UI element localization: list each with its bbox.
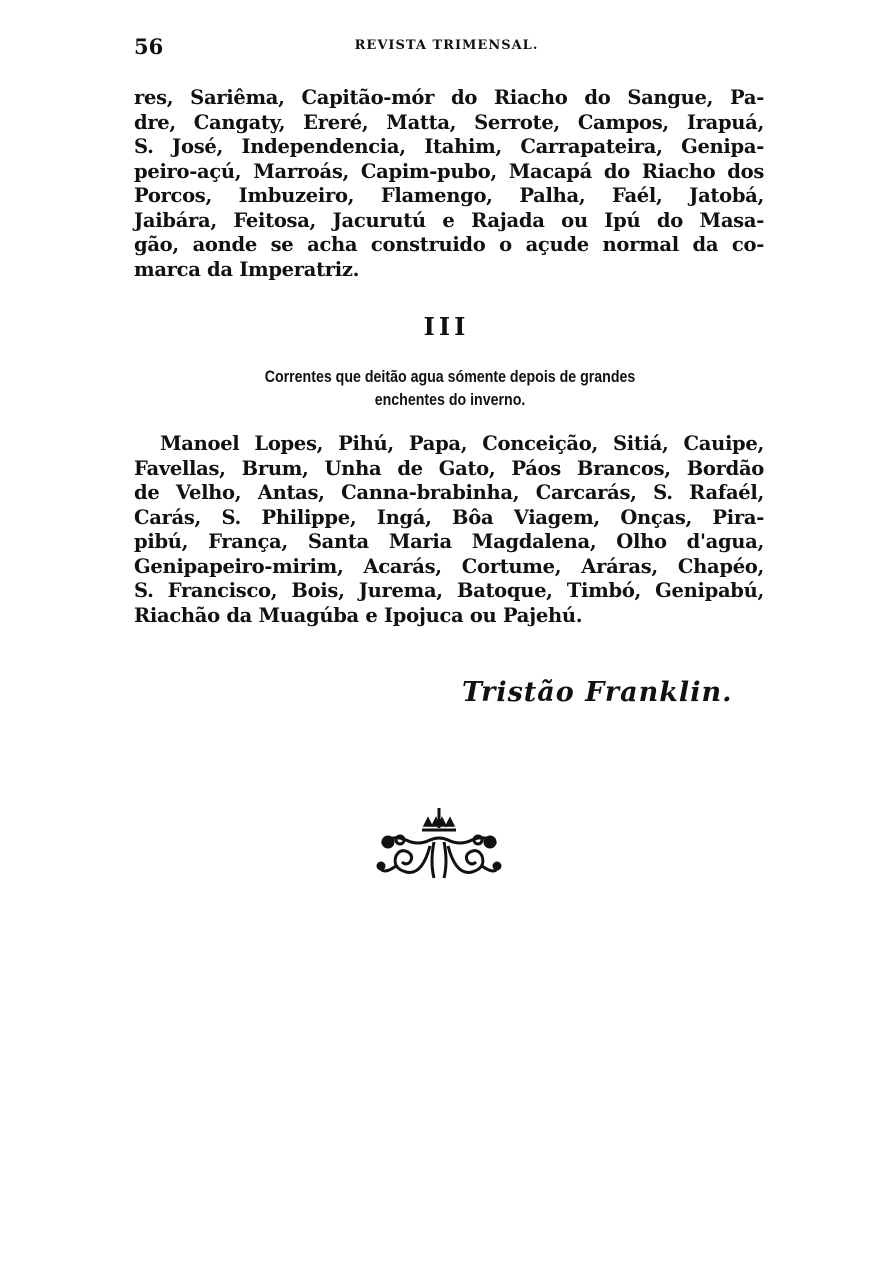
text-line: Carás, S. Philippe, Ingá, Bôa Viagem, Onças, Pira- [134,505,764,529]
text-line: Porcos, Imbuzeiro, Flamengo, Palha, Faél, Jatobá, [134,184,764,207]
text-line: gão, aonde se acha construido o açude normal da co- [134,233,764,256]
text-line: Genipapeiro-mirim, Acarás, Cortume, Aráras, Chapéo, [134,554,764,578]
text-line: Favellas, Brum, Unha de Gato, Páos Brancos, Bordão [134,456,764,480]
text-line: S. José, Independencia, Itahim, Carrapateira, Genipa- [134,135,764,158]
author-signature: Tristão Franklin. [462,677,733,708]
page-number: 56 [134,34,164,59]
text-line: res, Sariêma, Capitão-mór do Riacho do Sangue, Pa- [134,86,764,109]
section-title-line: enchentes do inverno. [374,391,526,409]
section-number: III [423,312,470,341]
section-title [218,366,682,412]
running-head: REVISTA TRIMENSAL. [354,38,539,53]
fleuron-ornament-icon [372,806,506,884]
text-line: dre, Cangaty, Ereré, Matta, Serrote, Campos, Irapuá, [134,110,764,134]
text-line: S. Francisco, Bois, Jurema, Batoque, Timbó, Genipabú, [134,579,764,602]
text-line: Manoel Lopes, Pihú, Papa, Conceição, Sitiá, Cauipe, [160,432,764,455]
text-line: de Velho, Antas, Canna-brabinha, Carcarás, S. Rafaél, [134,481,764,504]
text-line: Riachão da Muagúba e Ipojuca ou Pajehú. [134,603,583,627]
paragraph-continuation [134,86,764,282]
text-line: Jaibára, Feitosa, Jacurutú e Rajada ou Ipú do Masa- [134,208,764,232]
section-title-line: Correntes que deitão agua sómente depois de grandes [264,368,636,386]
paragraph-stream-list [134,432,764,628]
text-line: marca da Imperatriz. [134,257,360,281]
text-line: peiro-açú, Marroás, Capim-pubo, Macapá do Riacho dos [134,159,764,183]
text-line: pibú, França, Santa Maria Magdalena, Olho d'agua, [134,530,764,553]
